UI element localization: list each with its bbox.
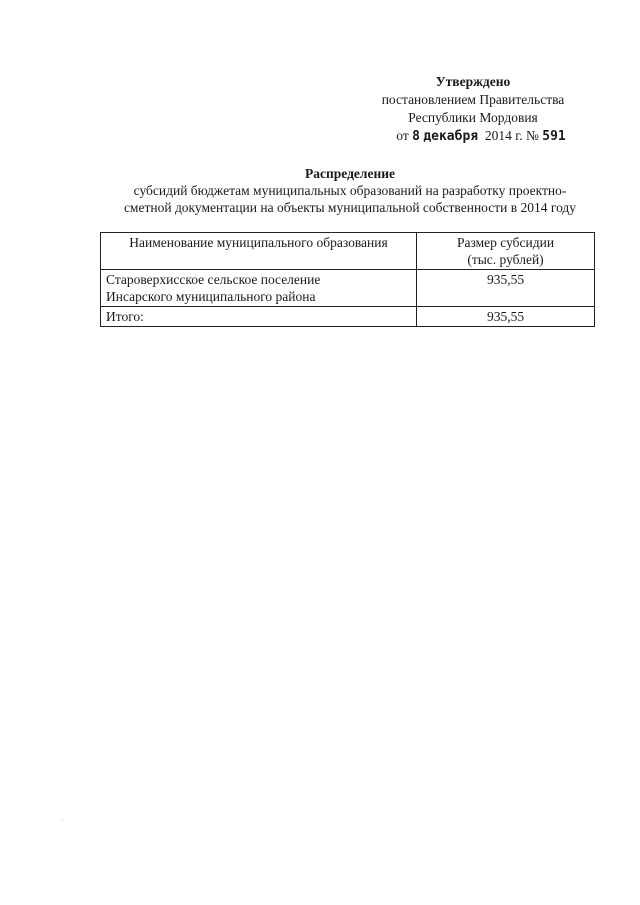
document-title: Распределение: [304, 166, 396, 181]
table-header-row: [101, 233, 595, 270]
document-subtitle-line1: субсидий бюджетам муниципальных образований на разработку проектно-: [133, 183, 567, 198]
scan-speck: [62, 820, 63, 821]
header-municipality: Наименование муниципального образования: [101, 233, 417, 270]
distribution-table: [100, 232, 595, 327]
total-label: Итого:: [101, 307, 417, 327]
table-row: [101, 270, 595, 307]
header-subsidy: [417, 233, 595, 270]
total-amount: 935,55: [417, 307, 595, 327]
date-month: декабря: [423, 129, 479, 144]
resolution-number: 591: [542, 129, 566, 144]
municipality-name-line1: Староверхисское сельское поселение: [106, 272, 321, 287]
approval-date-line: [346, 127, 616, 146]
approval-block: [330, 73, 616, 146]
approval-resolution: постановлением Правительства: [381, 92, 565, 107]
document-heading: [60, 165, 640, 216]
date-prefix: от: [396, 128, 409, 143]
approval-republic: Республики Мордовия: [408, 110, 538, 125]
subsidy-amount: 935,55: [417, 270, 595, 307]
municipality-name: [101, 270, 417, 307]
header-subsidy-line2: (тыс. рублей): [467, 252, 544, 267]
date-day: 8: [412, 129, 420, 144]
document-subtitle-line2: сметной документации на объекты муниципальной собственности в 2014 году: [123, 200, 577, 215]
municipality-name-line2: Инсарского муниципального района: [106, 289, 316, 304]
header-subsidy-line1: Размер субсидии: [456, 235, 555, 250]
approval-title: Утверждено: [435, 74, 511, 89]
table-total-row: [101, 307, 595, 327]
date-year: 2014 г. №: [484, 128, 539, 143]
